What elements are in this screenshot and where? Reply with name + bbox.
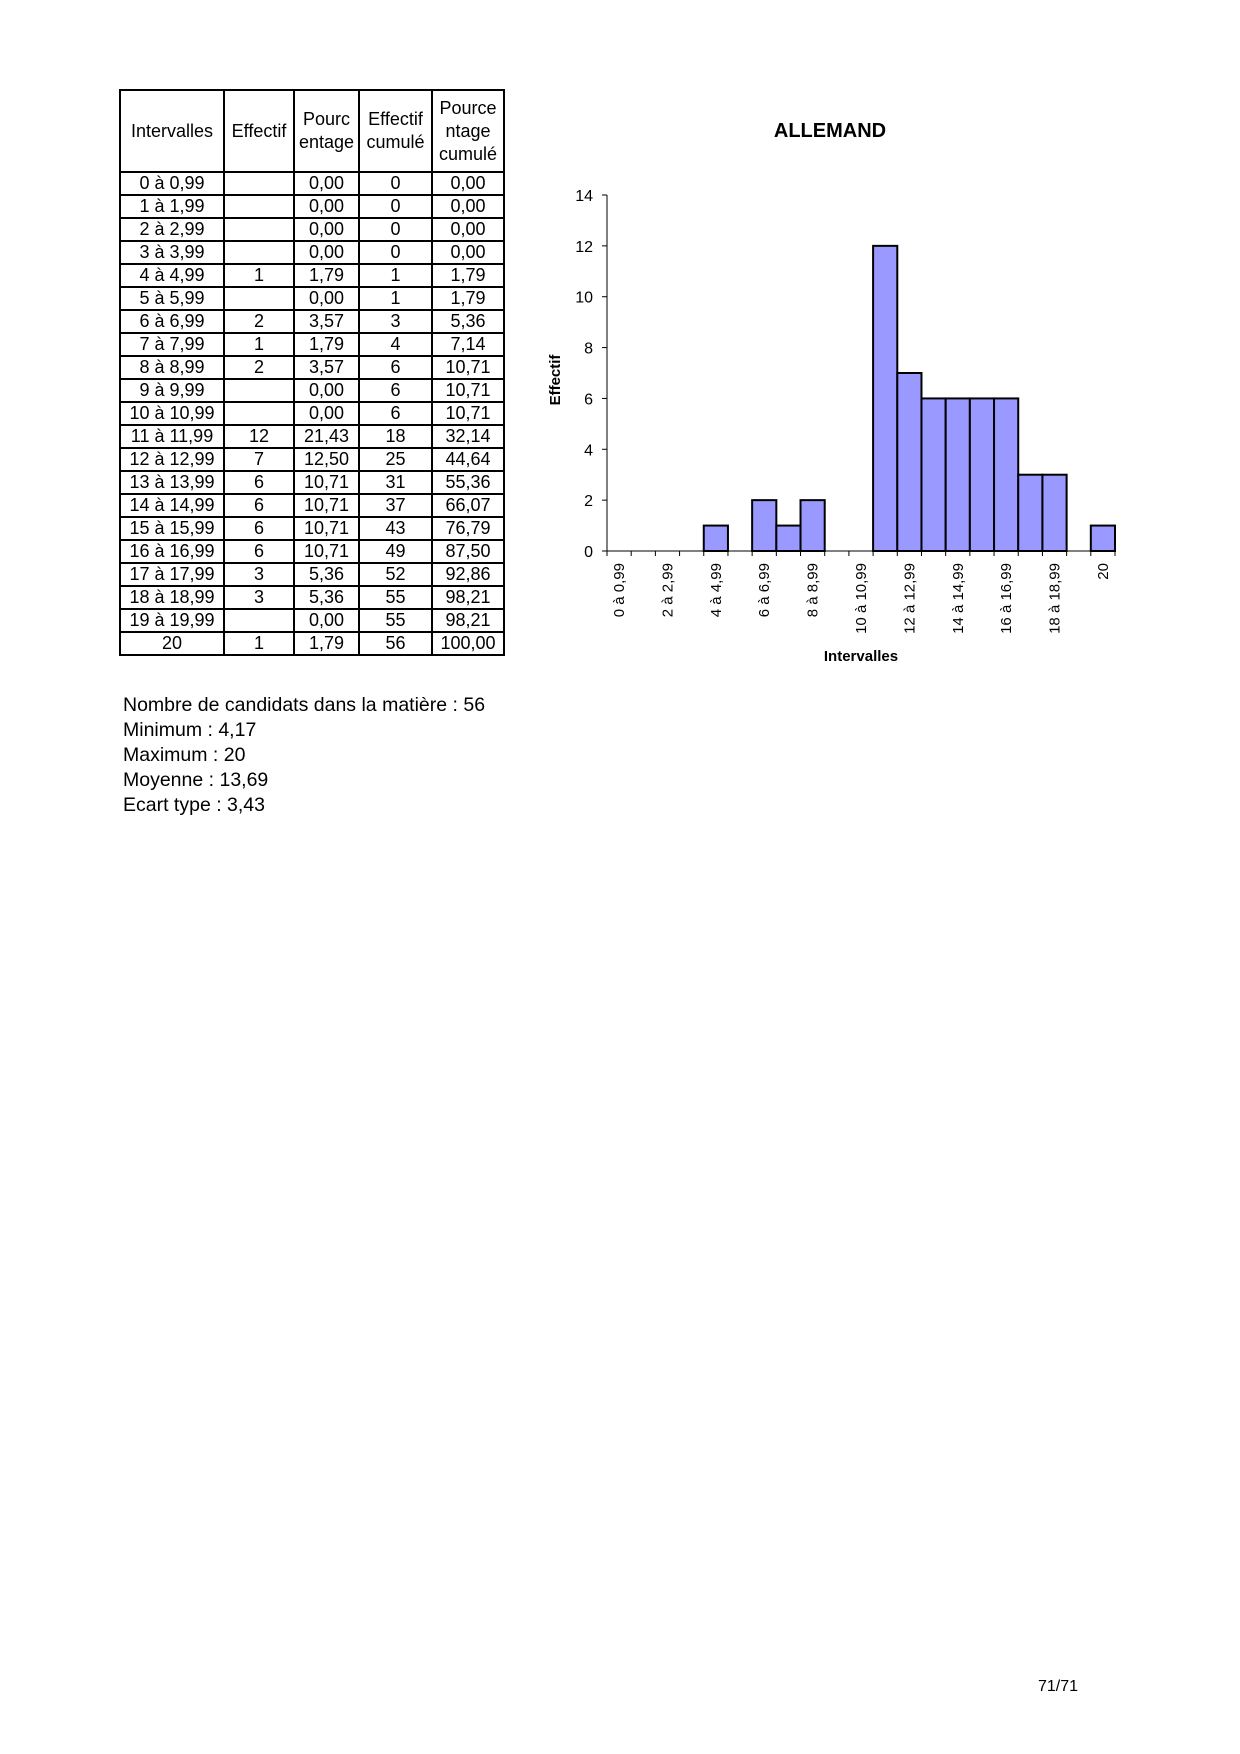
cell-intervalle: 7 à 7,99	[120, 333, 224, 356]
cell-intervalle: 4 à 4,99	[120, 264, 224, 287]
cell-pourcentage: 10,71	[294, 471, 359, 494]
cell-effectif	[224, 379, 294, 402]
cell-effectif-cumule: 6	[359, 379, 432, 402]
cell-pourcentage-cumule: 10,71	[432, 356, 504, 379]
cell-effectif	[224, 241, 294, 264]
x-tick-label: 20	[1094, 563, 1112, 580]
cell-pourcentage-cumule: 10,71	[432, 379, 504, 402]
cell-pourcentage: 0,00	[294, 287, 359, 310]
table-row	[120, 632, 504, 655]
table-row	[120, 241, 504, 264]
x-tick-label: 12 à 12,99	[901, 563, 919, 634]
header-pourcentage-cumule: Pource ntage cumulé	[432, 90, 504, 172]
cell-intervalle: 5 à 5,99	[120, 287, 224, 310]
cell-effectif-cumule: 1	[359, 264, 432, 287]
y-tick-label: 8	[584, 340, 593, 358]
cell-pourcentage-cumule: 55,36	[432, 471, 504, 494]
table-row	[120, 356, 504, 379]
header-effectif: Effectif	[224, 90, 294, 172]
cell-pourcentage: 0,00	[294, 241, 359, 264]
cell-pourcentage-cumule: 98,21	[432, 609, 504, 632]
cell-pourcentage-cumule: 0,00	[432, 218, 504, 241]
cell-effectif-cumule: 4	[359, 333, 432, 356]
cell-intervalle: 0 à 0,99	[120, 172, 224, 195]
cell-intervalle: 1 à 1,99	[120, 195, 224, 218]
chart-title: ALLEMAND	[773, 120, 887, 142]
cell-intervalle: 11 à 11,99	[120, 425, 224, 448]
table-row	[120, 264, 504, 287]
x-axis	[607, 551, 1115, 634]
table-row	[120, 517, 504, 540]
cell-effectif-cumule: 0	[359, 218, 432, 241]
bar-18	[1042, 475, 1066, 551]
mean-value: Moyenne : 13,69	[123, 769, 269, 791]
cell-pourcentage: 12,50	[294, 448, 359, 471]
cell-pourcentage-cumule: 5,36	[432, 310, 504, 333]
table-row	[120, 563, 504, 586]
table-header-row	[120, 90, 504, 172]
x-tick-label: 4 à 4,99	[707, 563, 725, 618]
cell-effectif	[224, 218, 294, 241]
cell-effectif: 7	[224, 448, 294, 471]
cell-pourcentage-cumule: 32,14	[432, 425, 504, 448]
cell-effectif	[224, 609, 294, 632]
bar-7	[776, 526, 800, 551]
cell-effectif-cumule: 0	[359, 195, 432, 218]
y-tick-label: 14	[575, 188, 593, 205]
bar-6	[752, 500, 776, 551]
table-row	[120, 471, 504, 494]
cell-effectif: 6	[224, 540, 294, 563]
cell-intervalle: 3 à 3,99	[120, 241, 224, 264]
x-tick-label: 10 à 10,99	[853, 563, 870, 634]
cell-pourcentage: 0,00	[294, 172, 359, 195]
cell-effectif: 1	[224, 333, 294, 356]
bar-15	[970, 398, 994, 551]
cell-effectif: 3	[224, 563, 294, 586]
cell-effectif-cumule: 6	[359, 356, 432, 379]
cell-pourcentage-cumule: 0,00	[432, 195, 504, 218]
x-tick-label: 18 à 18,99	[1046, 563, 1064, 634]
cell-pourcentage: 5,36	[294, 586, 359, 609]
x-tick-label: 8 à 8,99	[804, 563, 822, 618]
cell-intervalle: 13 à 13,99	[120, 471, 224, 494]
statistics-table	[119, 89, 505, 656]
x-tick-label: 2 à 2,99	[659, 563, 677, 618]
cell-pourcentage-cumule: 1,79	[432, 264, 504, 287]
cell-pourcentage: 10,71	[294, 517, 359, 540]
bar-13	[921, 398, 945, 551]
cell-pourcentage-cumule: 44,64	[432, 448, 504, 471]
cell-pourcentage: 3,57	[294, 310, 359, 333]
cell-effectif-cumule: 55	[359, 609, 432, 632]
cell-effectif-cumule: 37	[359, 494, 432, 517]
cell-effectif	[224, 195, 294, 218]
bar-4	[704, 526, 728, 551]
table-row	[120, 425, 504, 448]
cell-effectif-cumule: 52	[359, 563, 432, 586]
cell-effectif: 6	[224, 517, 294, 540]
cell-pourcentage: 0,00	[294, 609, 359, 632]
cell-intervalle: 2 à 2,99	[120, 218, 224, 241]
cell-effectif-cumule: 6	[359, 402, 432, 425]
y-tick-label: 2	[584, 493, 593, 511]
cell-pourcentage: 10,71	[294, 540, 359, 563]
cell-intervalle: 10 à 10,99	[120, 402, 224, 425]
cell-effectif-cumule: 55	[359, 586, 432, 609]
cell-pourcentage: 0,00	[294, 402, 359, 425]
cell-effectif-cumule: 0	[359, 241, 432, 264]
cell-effectif	[224, 172, 294, 195]
cell-intervalle: 6 à 6,99	[120, 310, 224, 333]
cell-pourcentage-cumule: 0,00	[432, 241, 504, 264]
cell-effectif: 2	[224, 310, 294, 333]
cell-pourcentage-cumule: 87,50	[432, 540, 504, 563]
cell-pourcentage: 5,36	[294, 563, 359, 586]
cell-effectif	[224, 287, 294, 310]
cell-pourcentage-cumule: 100,00	[432, 632, 504, 655]
table-row	[120, 448, 504, 471]
cell-pourcentage: 0,00	[294, 218, 359, 241]
table-row	[120, 287, 504, 310]
cell-pourcentage: 1,79	[294, 264, 359, 287]
y-tick-label: 10	[575, 289, 593, 307]
header-pourcentage: Pourc entage	[294, 90, 359, 172]
maximum-value: Maximum : 20	[123, 744, 246, 766]
summary-block	[123, 693, 485, 818]
table-row	[120, 379, 504, 402]
cell-pourcentage-cumule: 98,21	[432, 586, 504, 609]
y-axis-label: Effectif	[547, 354, 564, 406]
x-tick-label: 6 à 6,99	[756, 563, 774, 618]
cell-effectif-cumule: 56	[359, 632, 432, 655]
cell-intervalle: 16 à 16,99	[120, 540, 224, 563]
cell-intervalle: 18 à 18,99	[120, 586, 224, 609]
bar-8	[801, 500, 825, 551]
cell-pourcentage-cumule: 1,79	[432, 287, 504, 310]
bar-17	[1018, 475, 1042, 551]
table-row	[120, 195, 504, 218]
cell-effectif-cumule: 18	[359, 425, 432, 448]
x-tick-label: 16 à 16,99	[998, 563, 1016, 634]
cell-pourcentage: 0,00	[294, 379, 359, 402]
table-row	[120, 310, 504, 333]
table-row	[120, 609, 504, 632]
cell-effectif-cumule: 49	[359, 540, 432, 563]
header-intervalles: Intervalles	[120, 90, 224, 172]
cell-pourcentage: 10,71	[294, 494, 359, 517]
cell-pourcentage: 21,43	[294, 425, 359, 448]
cell-effectif-cumule: 1	[359, 287, 432, 310]
cell-pourcentage-cumule: 76,79	[432, 517, 504, 540]
table-row	[120, 586, 504, 609]
table-row	[120, 333, 504, 356]
cell-effectif: 2	[224, 356, 294, 379]
cell-pourcentage-cumule: 66,07	[432, 494, 504, 517]
cell-pourcentage-cumule: 7,14	[432, 333, 504, 356]
y-tick-label: 4	[584, 442, 593, 460]
cell-intervalle: 12 à 12,99	[120, 448, 224, 471]
cell-intervalle: 17 à 17,99	[120, 563, 224, 586]
cell-effectif: 6	[224, 494, 294, 517]
bar-12	[897, 373, 921, 551]
cell-pourcentage: 0,00	[294, 195, 359, 218]
cell-pourcentage-cumule: 10,71	[432, 402, 504, 425]
cell-effectif: 3	[224, 586, 294, 609]
cell-effectif: 12	[224, 425, 294, 448]
cell-intervalle: 8 à 8,99	[120, 356, 224, 379]
cell-pourcentage: 3,57	[294, 356, 359, 379]
bar-14	[946, 398, 970, 551]
table-row	[120, 540, 504, 563]
cell-effectif	[224, 402, 294, 425]
cell-intervalle: 14 à 14,99	[120, 494, 224, 517]
x-tick-label: 0 à 0,99	[611, 563, 629, 618]
bar-11	[873, 246, 897, 551]
y-tick-label: 0	[584, 544, 593, 561]
y-axis	[575, 188, 607, 561]
cell-effectif-cumule: 25	[359, 448, 432, 471]
cell-effectif: 6	[224, 471, 294, 494]
cell-intervalle: 20	[120, 632, 224, 655]
candidates-count: Nombre de candidats dans la matière : 56	[123, 694, 486, 716]
header-effectif-cumule: Effectif cumulé	[359, 90, 432, 172]
bar-20	[1091, 526, 1115, 551]
cell-pourcentage-cumule: 92,86	[432, 563, 504, 586]
cell-intervalle: 15 à 15,99	[120, 517, 224, 540]
page-number: 71/71	[1038, 1678, 1079, 1695]
bars-group	[704, 246, 1115, 551]
cell-effectif-cumule: 3	[359, 310, 432, 333]
table-row	[120, 218, 504, 241]
table-row	[120, 402, 504, 425]
table-row	[120, 494, 504, 517]
cell-effectif-cumule: 43	[359, 517, 432, 540]
histogram-chart	[535, 108, 1135, 688]
table-row	[120, 172, 504, 195]
table-body	[120, 172, 504, 655]
cell-pourcentage-cumule: 0,00	[432, 172, 504, 195]
cell-pourcentage: 1,79	[294, 333, 359, 356]
cell-pourcentage: 1,79	[294, 632, 359, 655]
cell-intervalle: 19 à 19,99	[120, 609, 224, 632]
bar-16	[994, 398, 1018, 551]
cell-effectif: 1	[224, 264, 294, 287]
minimum-value: Minimum : 4,17	[123, 719, 257, 741]
cell-effectif-cumule: 31	[359, 471, 432, 494]
stddev-value: Ecart type : 3,43	[123, 794, 265, 816]
cell-effectif-cumule: 0	[359, 172, 432, 195]
y-tick-label: 12	[575, 238, 593, 256]
cell-intervalle: 9 à 9,99	[120, 379, 224, 402]
y-tick-label: 6	[584, 391, 593, 409]
cell-effectif: 1	[224, 632, 294, 655]
x-axis-label: Intervalles	[823, 648, 899, 665]
x-tick-label: 14 à 14,99	[949, 563, 967, 634]
